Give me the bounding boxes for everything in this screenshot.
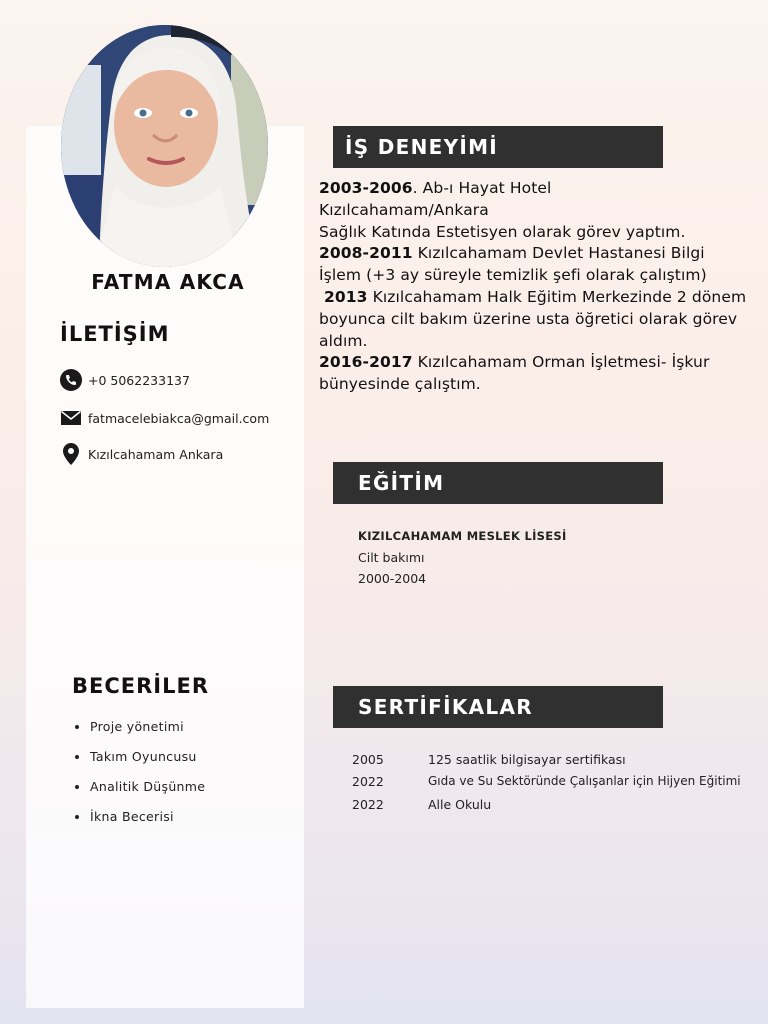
certificates-heading-bar bbox=[333, 686, 663, 728]
location-pin-icon bbox=[60, 443, 82, 465]
contact-email bbox=[60, 407, 269, 429]
education-entry bbox=[358, 526, 567, 589]
experience-years: 2003-2006 bbox=[319, 179, 413, 197]
education-heading-bar bbox=[333, 462, 663, 504]
certificate-year: 2022 bbox=[352, 774, 384, 789]
experience-heading: İŞ DENEYİMİ bbox=[345, 135, 499, 159]
skills-heading: BECERİLER bbox=[72, 674, 209, 698]
experience-years: 2008-2011 bbox=[319, 244, 413, 263]
certificate-name: Alle Okulu bbox=[428, 797, 492, 812]
experience-heading-bar bbox=[333, 126, 663, 168]
education-heading: EĞİTİM bbox=[358, 471, 445, 495]
certificate-year: 2005 bbox=[352, 752, 384, 767]
phone-number[interactable]: +0 5062233137 bbox=[88, 372, 190, 388]
phone-icon bbox=[60, 369, 82, 391]
certificate-year: 2022 bbox=[352, 797, 384, 812]
profile-photo bbox=[61, 25, 268, 267]
experience-text: Kızılcahamam Halk Eğitim Merkezinde 2 dönem boyunca cilt bakım üzerine usta öğretici olarak görev aldım. bbox=[319, 287, 747, 350]
experience-text: Sağlık Katında Estetisyen olarak görev yaptım. bbox=[319, 222, 686, 241]
location-text: Kızılcahamam Ankara bbox=[88, 446, 224, 462]
skill-item: • Analitik Düşünme bbox=[90, 776, 205, 806]
experience-entry bbox=[319, 243, 749, 287]
certificate-row bbox=[352, 797, 491, 812]
experience-text: Kızılcahamam Orman İşletmesi- İşkur bünyesinde çalıştım. bbox=[319, 353, 710, 394]
contact-location bbox=[60, 443, 223, 465]
skill-item: • Takım Oyuncusu bbox=[90, 746, 205, 776]
experience-text: . Ab-ı Hayat Hotel bbox=[412, 179, 552, 197]
mail-icon bbox=[60, 407, 82, 429]
experience-list bbox=[319, 178, 749, 396]
certificate-row bbox=[352, 774, 741, 789]
experience-text: Kızılcahamam/Ankara bbox=[319, 200, 489, 219]
school-name: KIZILCAHAMAM MESLEK LİSESİ bbox=[358, 529, 567, 543]
experience-entry bbox=[319, 178, 749, 243]
full-name: FATMA AKCA bbox=[91, 270, 245, 294]
experience-entry bbox=[319, 287, 749, 352]
experience-years: 2013 bbox=[324, 287, 368, 306]
certificate-name: Gıda ve Su Sektöründe Çalışanlar için Hijyen Eğitimi bbox=[428, 774, 741, 788]
skill-item: • İkna Becerisi bbox=[90, 806, 205, 836]
certificate-name: 125 saatlik bilgisayar sertifikası bbox=[428, 752, 626, 767]
education-years: 2000-2004 bbox=[358, 571, 427, 586]
contact-heading: İLETİŞİM bbox=[60, 322, 170, 346]
experience-entry bbox=[319, 352, 749, 396]
experience-years: 2016-2017 bbox=[319, 353, 413, 372]
experience-text: Kızılcahamam Devlet Hastanesi Bilgi İşlem (+3 ay süreyle temizlik şefi olarak çalıştım) bbox=[319, 244, 707, 285]
certificates-heading: SERTİFİKALAR bbox=[358, 695, 533, 719]
email-address[interactable]: fatmacelebiakca@gmail.com bbox=[88, 410, 270, 426]
contact-phone bbox=[60, 369, 190, 391]
skills-list bbox=[72, 716, 205, 836]
certificate-row bbox=[352, 752, 626, 767]
department: Cilt bakımı bbox=[358, 550, 425, 565]
skill-item: • Proje yönetimi bbox=[90, 716, 205, 746]
